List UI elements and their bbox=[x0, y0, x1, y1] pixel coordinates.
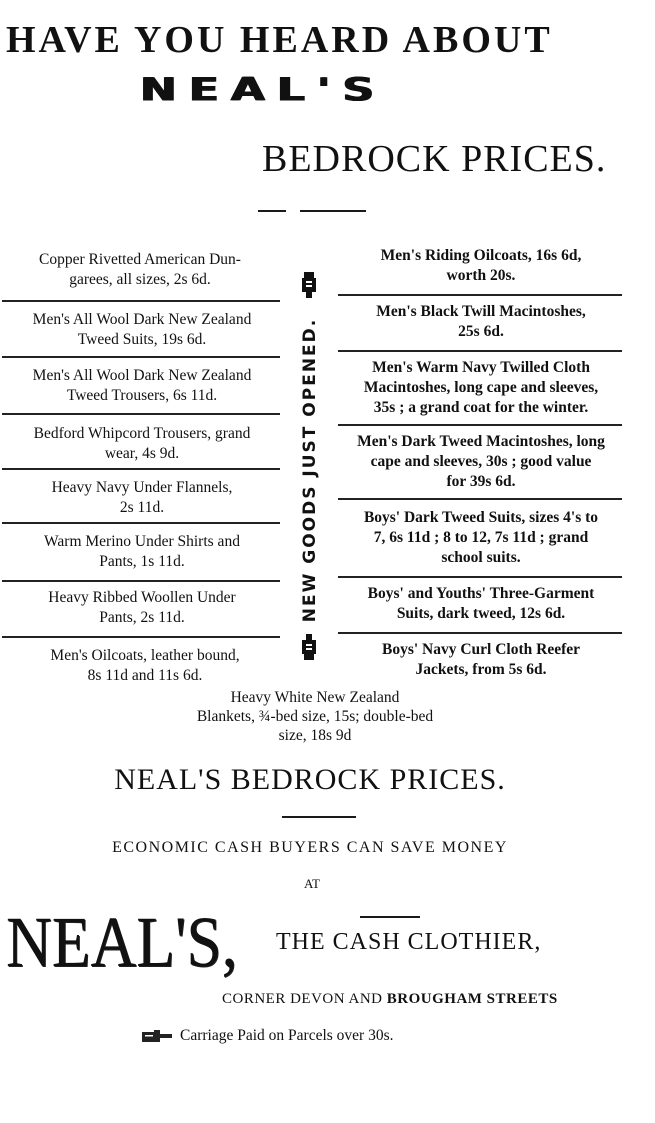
list-item: Men's Riding Oilcoats, 16s 6d, worth 20s. bbox=[380, 247, 582, 284]
list-item: Copper Rivetted American Dun- garees, all sizes, 2s 6d. bbox=[39, 251, 241, 288]
list-item: Boys' and Youths' Three-Garment Suits, dark tweed, 12s 6d. bbox=[367, 585, 595, 622]
divider bbox=[338, 498, 622, 500]
divider bbox=[338, 632, 622, 634]
list-item: Boys' Navy Curl Cloth Reefer Jackets, from 5s 6d. bbox=[381, 641, 581, 678]
divider bbox=[2, 300, 280, 302]
list-item: Men's All Wool Dark New Zealand Tweed Trousers, 6s 11d. bbox=[32, 367, 252, 404]
tagline: THE CASH CLOTHIER, bbox=[276, 929, 542, 955]
pointing-hand-icon bbox=[140, 1029, 174, 1043]
brand-name-top: NEAL'S bbox=[140, 71, 387, 109]
vertical-banner bbox=[292, 270, 328, 670]
headline: HAVE YOU HEARD ABOUT bbox=[6, 19, 553, 61]
subhead: BEDROCK PRICES. bbox=[262, 138, 607, 180]
list-item: Men's All Wool Dark New Zealand Tweed Suits, 19s 6d. bbox=[32, 311, 252, 348]
list-item: Men's Warm Navy Twilled Cloth Macintoshes, long cape and sleeves, 35s ; a grand coat for the winter. bbox=[363, 359, 599, 416]
blanket-item: Heavy White New Zealand Blankets, ¾-bed size, 15s; double-bed size, 18s 9d bbox=[196, 689, 434, 744]
list-item: Heavy Navy Under Flannels, 2s 11d. bbox=[51, 479, 233, 516]
divider bbox=[338, 576, 622, 578]
repeat-title: NEAL'S BEDROCK PRICES. bbox=[114, 763, 506, 796]
divider bbox=[338, 294, 622, 296]
footer-rule bbox=[282, 816, 356, 818]
list-item: Men's Black Twill Macintoshes, 25s 6d. bbox=[376, 303, 586, 340]
list-item: Heavy Ribbed Woollen Under Pants, 2s 11d. bbox=[48, 589, 236, 626]
divider bbox=[338, 424, 622, 426]
divider bbox=[2, 468, 280, 470]
list-item: Boys' Dark Tweed Suits, sizes 4's to 7, 6s 11d ; 8 to 12, 7s 11d ; grand school suits. bbox=[363, 509, 599, 566]
divider bbox=[338, 350, 622, 352]
address: CORNER DEVON AND BROUGHAM STREETS bbox=[222, 991, 558, 1007]
divider bbox=[2, 636, 280, 638]
vertical-banner-text: NEW GOODS JUST OPENED. bbox=[300, 317, 320, 623]
carriage-note: Carriage Paid on Parcels over 30s. bbox=[140, 1026, 520, 1046]
header-rule-long bbox=[300, 210, 366, 212]
divider bbox=[2, 413, 280, 415]
pointing-hand-icon bbox=[298, 632, 320, 662]
brand-name-bottom: NEAL'S, bbox=[6, 902, 238, 982]
divider bbox=[2, 580, 280, 582]
list-item: Men's Oilcoats, leather bound, 8s 11d and 11s 6d. bbox=[50, 647, 240, 684]
at-label: AT bbox=[304, 876, 320, 891]
economic-line: ECONOMIC CASH BUYERS CAN SAVE MONEY bbox=[112, 839, 508, 856]
divider bbox=[2, 522, 280, 524]
tagline-rule bbox=[360, 916, 420, 918]
list-item: Men's Dark Tweed Macintoshes, long cape and sleeves, 30s ; good value for 39s 6d. bbox=[357, 433, 605, 490]
divider bbox=[2, 356, 280, 358]
header-rule-short bbox=[258, 210, 286, 212]
list-item: Warm Merino Under Shirts and Pants, 1s 11d. bbox=[44, 533, 240, 570]
list-item: Bedford Whipcord Trousers, grand wear, 4s 9d. bbox=[33, 425, 251, 462]
